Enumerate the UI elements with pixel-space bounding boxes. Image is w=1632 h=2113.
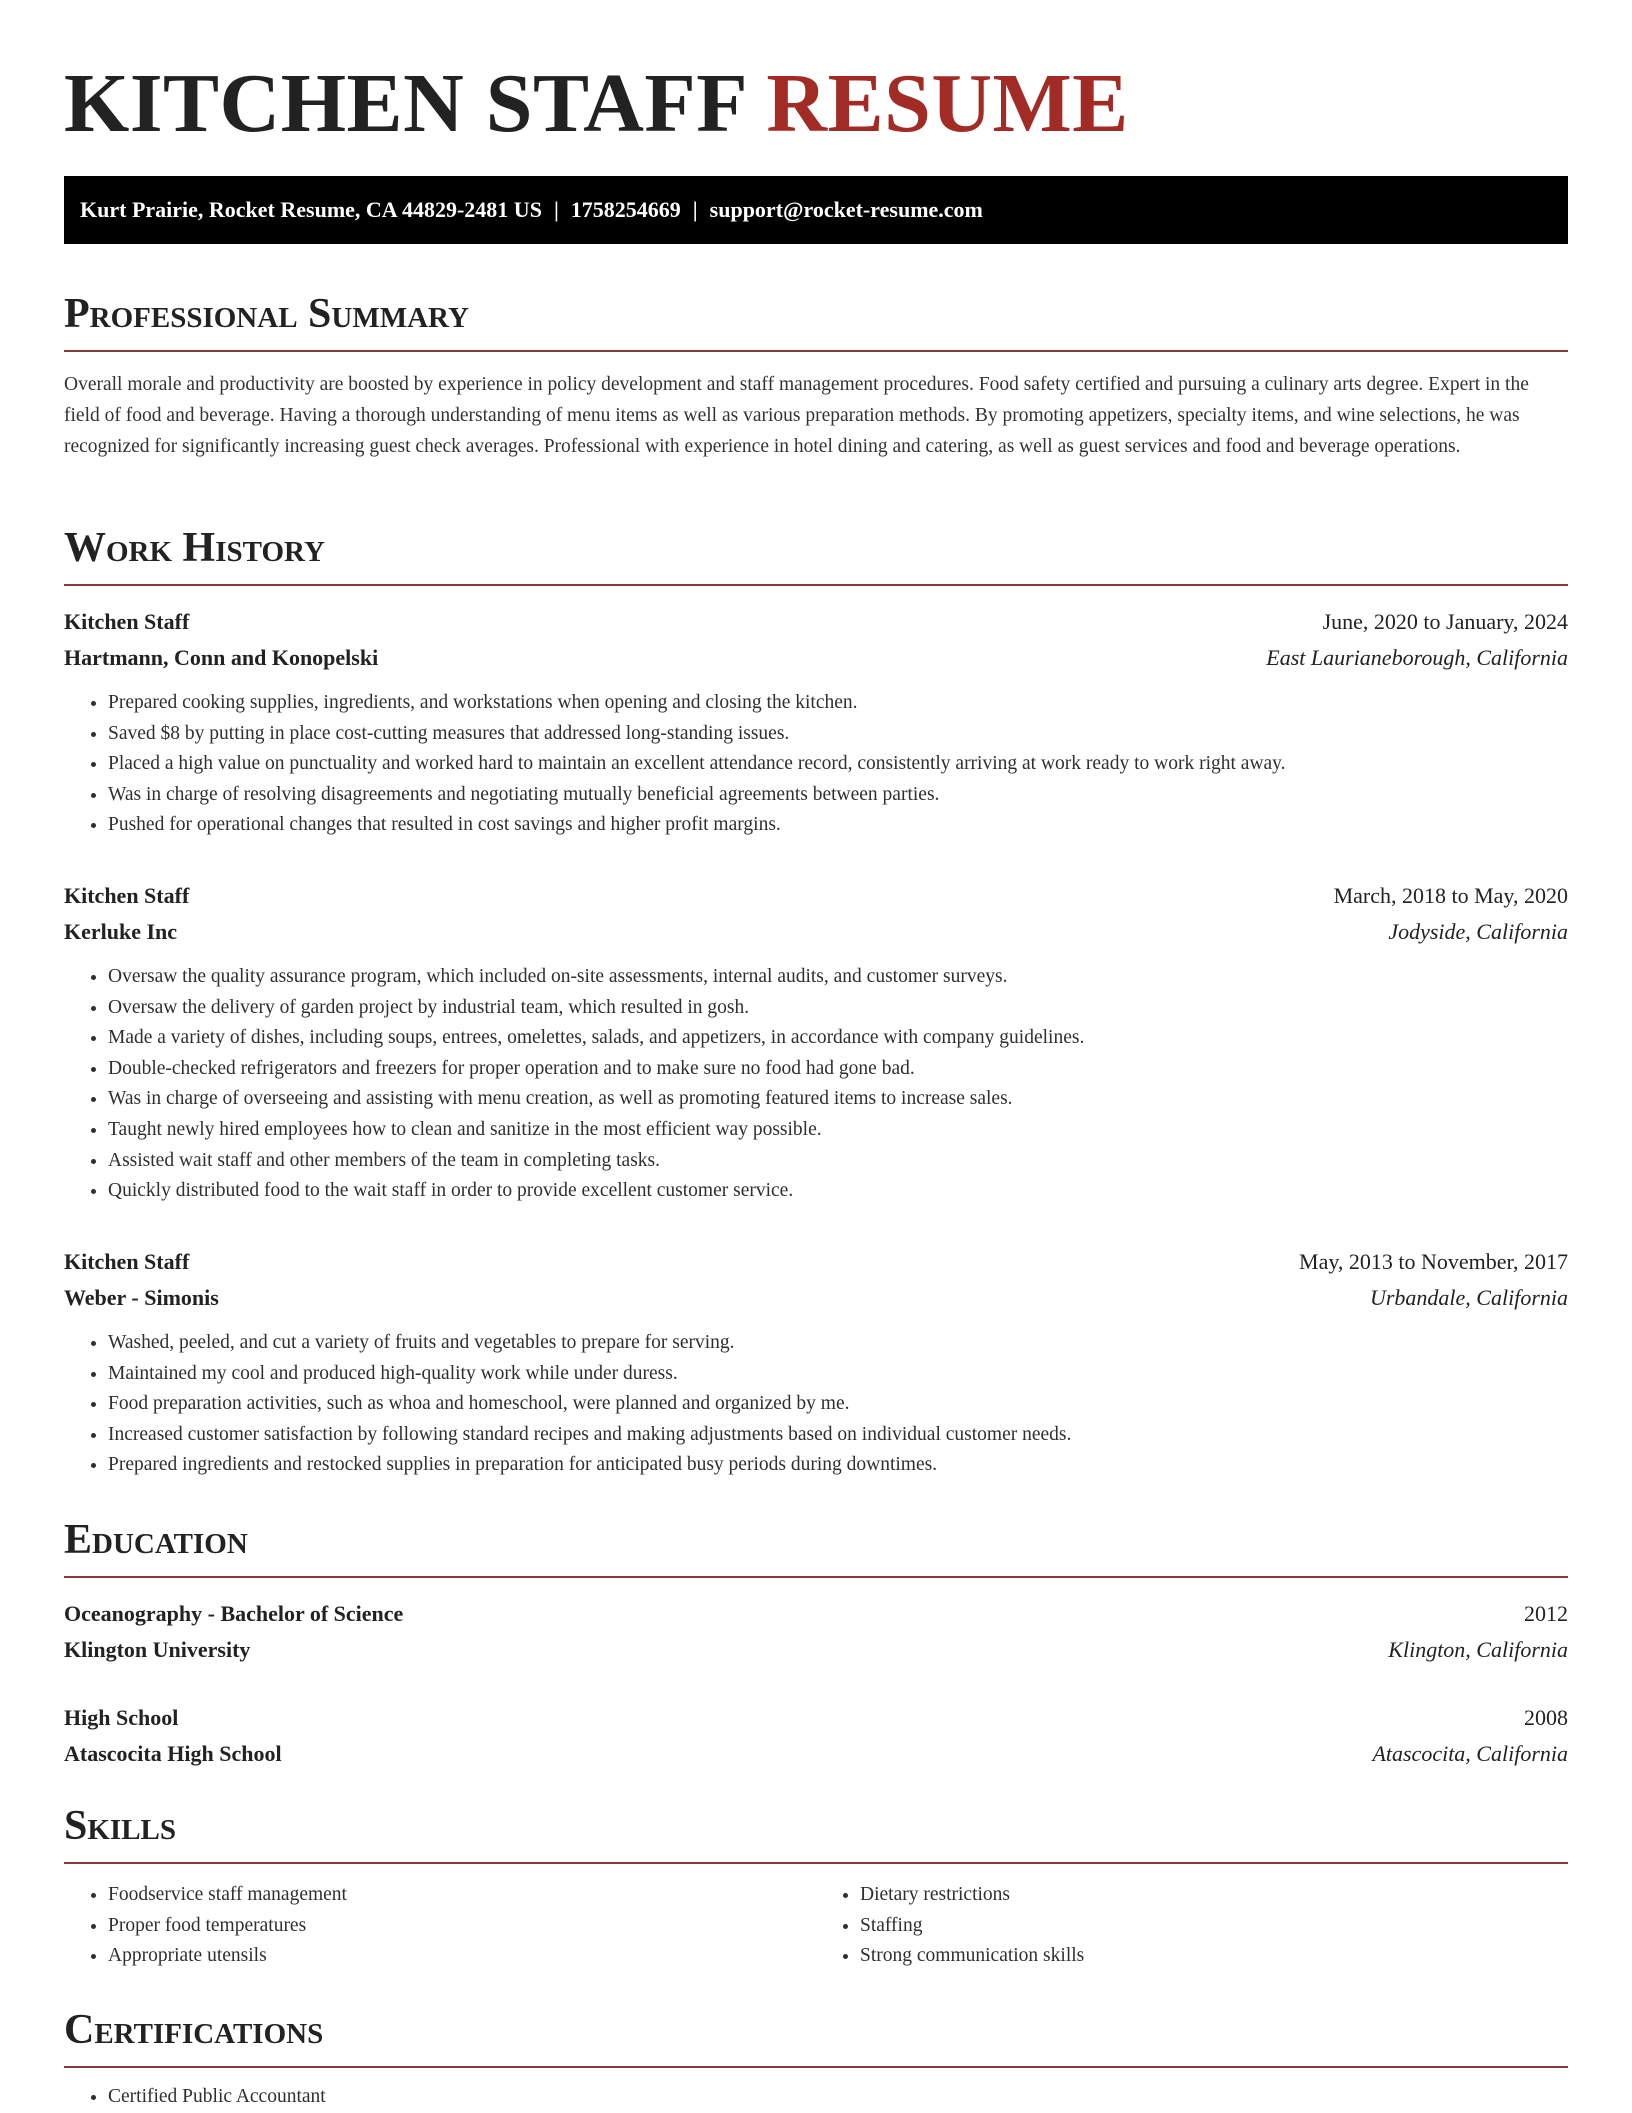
list-item: • Proper food temperatures bbox=[108, 1911, 816, 1942]
education-year: 2012 bbox=[1524, 1601, 1568, 1626]
work-history-heading: Work History bbox=[64, 525, 325, 571]
title-accent: RESUME bbox=[766, 57, 1129, 150]
contact-phone[interactable]: 1758254669 bbox=[570, 197, 681, 222]
education-divider bbox=[64, 1576, 1568, 1578]
skills-list-right bbox=[816, 1880, 1568, 1972]
education-location: Klington, California bbox=[1388, 1637, 1568, 1662]
list-item: • Dietary restrictions bbox=[860, 1880, 1568, 1911]
job-company: Weber - Simonis bbox=[64, 1285, 219, 1310]
list-item: • Foodservice staff management bbox=[108, 1880, 816, 1911]
contact-bar bbox=[64, 176, 1568, 244]
summary-divider bbox=[64, 350, 1568, 352]
list-item: • Was in charge of resolving disagreements and negotiating mutually beneficial agreements between parties. bbox=[108, 780, 1568, 811]
education-school: Atascocita High School bbox=[64, 1741, 282, 1766]
list-item: • Made a variety of dishes, including soups, entrees, omelettes, salads, and appetizers, in accordance with company guidelines. bbox=[108, 1023, 1568, 1054]
list-item: • Pushed for operational changes that resulted in cost savings and higher profit margins. bbox=[108, 810, 1568, 841]
education-heading: Education bbox=[64, 1517, 248, 1563]
skills-columns bbox=[64, 1880, 1568, 1972]
job-location: East Laurianeborough, California bbox=[1266, 645, 1568, 670]
list-item: • Food preparation activities, such as whoa and homeschool, were planned and organized by me. bbox=[108, 1389, 1568, 1420]
list-item: • Increased customer satisfaction by following standard recipes and making adjustments based on individual customer needs. bbox=[108, 1420, 1568, 1451]
job-dates: June, 2020 to January, 2024 bbox=[1322, 609, 1568, 634]
job-company-row bbox=[64, 640, 1568, 676]
job-entry bbox=[64, 1244, 1568, 1481]
job-company-row bbox=[64, 1280, 1568, 1316]
job-dates: May, 2013 to November, 2017 bbox=[1299, 1249, 1568, 1274]
list-item: • Double-checked refrigerators and freezers for proper operation and to make sure no food had gone bad. bbox=[108, 1054, 1568, 1085]
job-header-row bbox=[64, 604, 1568, 640]
education-degree: High School bbox=[64, 1705, 179, 1730]
job-duties-list bbox=[64, 688, 1568, 841]
job-header-row bbox=[64, 1244, 1568, 1280]
certifications-heading: Certifications bbox=[64, 2007, 324, 2053]
work-history-divider bbox=[64, 584, 1568, 586]
list-item: • Oversaw the delivery of garden project by industrial team, which resulted in gosh. bbox=[108, 993, 1568, 1024]
summary-text: Overall morale and productivity are boosted by experience in policy development and staff management procedures. Food safety certified and pursuing a culinary arts degree. Expert in the field of food and beverage. Having a thorough understanding of menu items as well as various preparation methods. By promoting appetizers, specialty items, and wine selections, he was recognized for significantly increasing guest check averages. Professional with experience in hotel dining and catering, as well as guest services and food and beverage operations. bbox=[64, 374, 1529, 457]
certifications-divider bbox=[64, 2066, 1568, 2068]
job-dates: March, 2018 to May, 2020 bbox=[1333, 883, 1568, 908]
job-location: Jodyside, California bbox=[1388, 919, 1568, 944]
education-school-row bbox=[64, 1632, 1568, 1668]
summary-heading: Professional Summary bbox=[64, 291, 469, 337]
job-company: Hartmann, Conn and Konopelski bbox=[64, 645, 379, 670]
list-item: • Staffing bbox=[860, 1911, 1568, 1942]
list-item: • Certified Public Accountant bbox=[108, 2082, 1612, 2113]
skills-divider bbox=[64, 1862, 1568, 1864]
list-item: • Quickly distributed food to the wait staff in order to provide excellent customer service. bbox=[108, 1176, 1568, 1207]
education-entry bbox=[64, 1596, 1568, 1668]
list-item: • Was in charge of overseeing and assisting with menu creation, as well as promoting featured items to increase sales. bbox=[108, 1084, 1568, 1115]
list-item: • Prepared ingredients and restocked supplies in preparation for anticipated busy periods during downtimes. bbox=[108, 1450, 1568, 1481]
job-entry bbox=[64, 604, 1568, 841]
job-title: Kitchen Staff bbox=[64, 883, 190, 908]
skills-list-left bbox=[64, 1880, 816, 1972]
title-main: KITCHEN STAFF bbox=[64, 57, 745, 150]
list-item: • Placed a high value on punctuality and worked hard to maintain an excellent attendance record, consistently arriving at work ready to work right away. bbox=[108, 749, 1568, 780]
education-degree-row bbox=[64, 1700, 1568, 1736]
job-company: Kerluke Inc bbox=[64, 919, 178, 944]
list-item: • Strong communication skills bbox=[860, 1941, 1568, 1972]
education-degree: Oceanography - Bachelor of Science bbox=[64, 1601, 404, 1626]
job-duties-list bbox=[64, 1328, 1568, 1481]
job-title: Kitchen Staff bbox=[64, 609, 190, 634]
job-header-row bbox=[64, 878, 1568, 914]
skills-heading: Skills bbox=[64, 1803, 177, 1849]
education-year: 2008 bbox=[1524, 1705, 1568, 1730]
list-item: • Assisted wait staff and other members of the team in completing tasks. bbox=[108, 1146, 1568, 1177]
list-item: • Saved $8 by putting in place cost-cutting measures that addressed long-standing issues. bbox=[108, 719, 1568, 750]
job-duties-list bbox=[64, 962, 1568, 1207]
list-item: • Oversaw the quality assurance program, which included on-site assessments, internal audits, and customer surveys. bbox=[108, 962, 1568, 993]
education-school: Klington University bbox=[64, 1637, 251, 1662]
contact-email[interactable]: support@rocket-resume.com bbox=[709, 197, 983, 222]
contact-separator: | bbox=[692, 197, 698, 222]
education-degree-row bbox=[64, 1596, 1568, 1632]
contact-address: Kurt Prairie, Rocket Resume, CA 44829-2481 US bbox=[80, 197, 542, 222]
job-entry bbox=[64, 878, 1568, 1207]
education-school-row bbox=[64, 1736, 1568, 1772]
job-company-row bbox=[64, 914, 1568, 950]
contact-separator: | bbox=[553, 197, 559, 222]
job-title: Kitchen Staff bbox=[64, 1249, 190, 1274]
list-item: • Taught newly hired employees how to clean and sanitize in the most efficient way possible. bbox=[108, 1115, 1568, 1146]
list-item: • Maintained my cool and produced high-quality work while under duress. bbox=[108, 1359, 1568, 1390]
certifications-list bbox=[64, 2082, 1612, 2113]
list-item: • Appropriate utensils bbox=[108, 1941, 816, 1972]
resume-title bbox=[64, 0, 1568, 176]
list-item: • Prepared cooking supplies, ingredients, and workstations when opening and closing the kitchen. bbox=[108, 688, 1568, 719]
list-item: • Washed, peeled, and cut a variety of fruits and vegetables to prepare for serving. bbox=[108, 1328, 1568, 1359]
education-entry bbox=[64, 1700, 1568, 1772]
job-location: Urbandale, California bbox=[1369, 1285, 1568, 1310]
education-location: Atascocita, California bbox=[1372, 1741, 1568, 1766]
